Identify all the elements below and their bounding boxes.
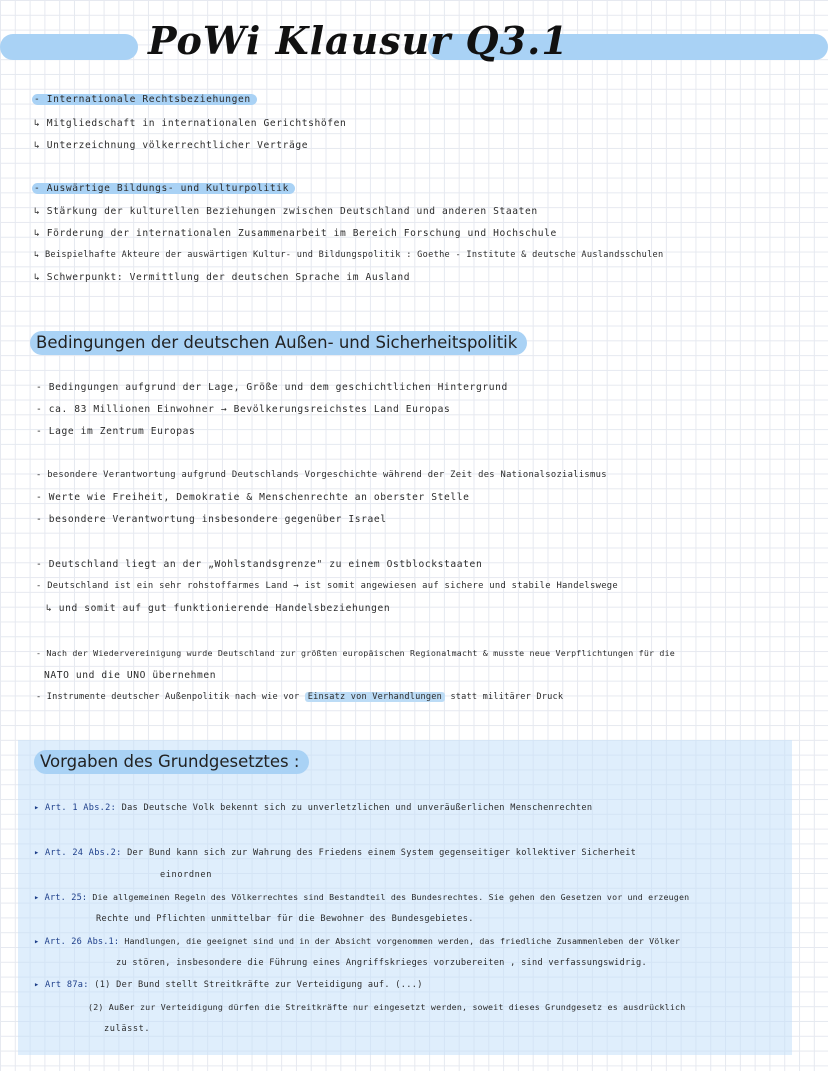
article-ref: ▸ Art. 25: <box>34 893 88 903</box>
list-item: ↳ Stärkung der kulturellen Beziehungen zwischen Deutschland und anderen Staaten <box>34 206 538 217</box>
article-continuation: zulässt. <box>104 1024 151 1034</box>
article-ref: ▸ Art 87a: <box>34 980 89 990</box>
list-item: - ca. 83 Millionen Einwohner → Bevölkerungsreichstes Land Europas <box>36 404 451 415</box>
title-banner-left <box>0 34 138 60</box>
list-item: - besondere Verantwortung insbesondere gegenüber Israel <box>36 514 387 525</box>
list-item: - Lage im Zentrum Europas <box>36 426 196 437</box>
article-continuation: einordnen <box>160 870 212 880</box>
article-continuation: Rechte und Pflichten unmittelbar für die Bewohner des Bundesgebietes. <box>96 914 474 924</box>
article-entry: ▸ Art. 26 Abs.1: Handlungen, die geeignet sind und in der Absicht vorgenommen werden, das friedliche Zusammenleben der Völker <box>34 936 681 947</box>
list-item: ↳ und somit auf gut funktionierende Handelsbeziehungen <box>46 603 391 614</box>
list-item: ↳ Förderung der internationalen Zusammenarbeit im Bereich Forschung und Hochschule <box>34 228 557 239</box>
section3-heading: Bedingungen der deutschen Außen- und Sicherheitspolitik <box>30 331 527 355</box>
article-ref: ▸ Art. 24 Abs.2: <box>34 848 122 858</box>
list-item: ↳ Beispielhafte Akteure der auswärtigen Kultur- und Bildungspolitik : Goethe - Institute & deutsche Auslandsschulen <box>34 250 664 260</box>
list-item: ↳ Unterzeichnung völkerrechtlicher Verträge <box>34 140 309 151</box>
article-subparagraph: (2) Außer zur Verteidigung dürfen die Streitkräfte nur eingesetzt werden, soweit dieses Grundgesetz es ausdrücklich <box>88 1002 686 1012</box>
article-ref: ▸ Art. 1 Abs.2: <box>34 803 117 813</box>
page-title: PoWi Klausur Q3.1 <box>148 18 569 63</box>
list-item: - Deutschland ist ein sehr rohstoffarmes Land → ist somit angewiesen auf sichere und stabile Handelswege <box>36 581 619 591</box>
article-entry: ▸ Art. 25: Die allgemeinen Regeln des Völkerrechtes sind Bestandteil des Bundesrechtes. Sie gehen den Gesetzen vor und erzeugen <box>34 892 690 903</box>
list-item: ↳ Schwerpunkt: Vermittlung der deutschen Sprache im Ausland <box>34 272 411 283</box>
article-entry: ▸ Art. 1 Abs.2: Das Deutsche Volk bekennt sich zu unverletzlichen und unveräußerlichen Menschenrechten <box>34 803 593 813</box>
highlighted-phrase: Einsatz von Verhandlungen <box>305 692 445 702</box>
list-item: - Werte wie Freiheit, Demokratie & Menschenrechte an oberster Stelle <box>36 492 470 503</box>
section1-heading: - Internationale Rechtsbeziehungen <box>32 94 257 105</box>
section2-heading: - Auswärtige Bildungs- und Kulturpolitik <box>32 183 295 194</box>
article-ref: ▸ Art. 26 Abs.1: <box>34 937 120 947</box>
list-item: - Deutschland liegt an der „Wohlstandsgrenze" zu einem Ostblockstaaten <box>36 559 483 570</box>
article-entry: ▸ Art 87a: (1) Der Bund stellt Streitkräfte zur Verteidigung auf. (...) <box>34 980 423 990</box>
list-item: - besondere Verantwortung aufgrund Deutschlands Vorgeschichte während der Zeit des Nationalsozialismus <box>36 470 607 480</box>
article-continuation: zu stören, insbesondere die Führung eines Angriffskrieges vorzubereiten , sind verfassungswidrig. <box>116 958 647 968</box>
list-item: - Instrumente deutscher Außenpolitik nach wie vor Einsatz von Verhandlungen statt militärer Druck <box>36 692 564 702</box>
list-item: - Bedingungen aufgrund der Lage, Größe und dem geschichtlichen Hintergrund <box>36 382 508 393</box>
article-entry: ▸ Art. 24 Abs.2: Der Bund kann sich zur Wahrung des Friedens einem System gegenseitiger kollektiver Sicherheit <box>34 848 637 858</box>
section4-heading: Vorgaben des Grundgesetztes : <box>34 750 309 774</box>
list-item-continuation: NATO und die UNO übernehmen <box>44 670 217 681</box>
list-item: - Nach der Wiedervereinigung wurde Deutschland zur größten europäischen Regionalmacht & musste neue Verpflichtungen für die <box>36 648 676 658</box>
list-item: ↳ Mitgliedschaft in internationalen Gerichtshöfen <box>34 118 347 129</box>
